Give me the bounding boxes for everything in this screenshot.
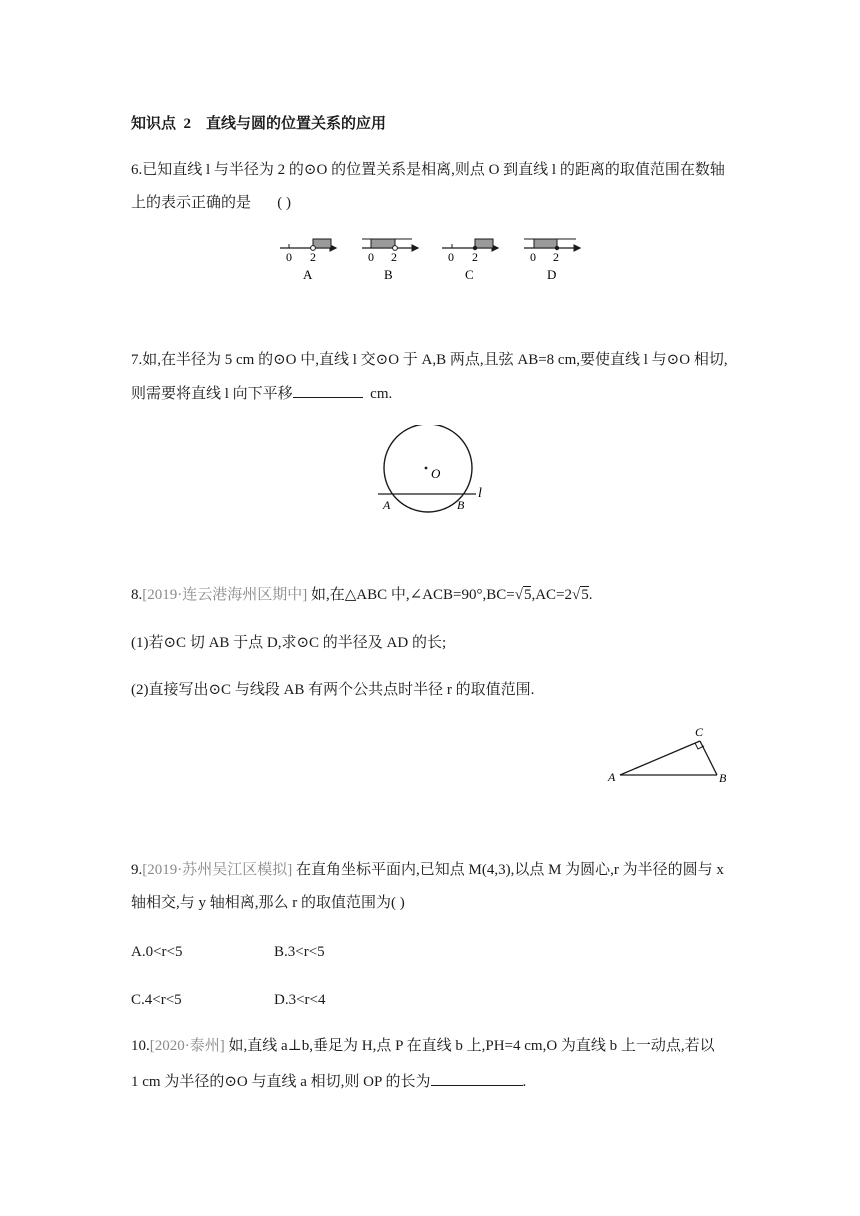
- q6-line1: 6.已知直线 l 与半径为 2 的⊙O 的位置关系是相离,则点 O 到直线 l 的距离的取值范围在数轴: [131, 162, 725, 178]
- q8-bc-radicand: 5: [523, 587, 532, 603]
- q8-vertex-c-label: C: [695, 725, 704, 739]
- q10-answer-blank[interactable]: [431, 1071, 523, 1086]
- q8-source: [2019·连云港海州区期中]: [142, 587, 308, 603]
- q8-text-mid: ,AC=2: [531, 587, 572, 603]
- q9-line2: 轴相交,与 y 轴相离,那么 r 的取值范围为( ): [131, 895, 405, 911]
- q7-answer-blank[interactable]: [293, 383, 363, 398]
- q7-line2-text: 则需要将直线 l 向下平移: [131, 386, 293, 402]
- q6-number-line-options: [270, 228, 600, 286]
- q9-option-a[interactable]: A.0<r<5: [131, 944, 183, 960]
- q6-d-tick0: 0: [530, 250, 536, 264]
- q6-option-d-figure: [524, 239, 580, 282]
- q6-option-b-label: B: [384, 267, 393, 282]
- q9-option-b[interactable]: B.3<r<5: [274, 944, 325, 960]
- q8-ac-radicand: 5: [581, 587, 589, 603]
- q10-number: 10.: [131, 1038, 150, 1054]
- q9-line1: [131, 860, 724, 880]
- q7-point-a-label: A: [383, 498, 391, 512]
- q7-point-b-label: B: [457, 498, 465, 512]
- q7-circle-figure: [370, 425, 500, 520]
- q6-option-c-label: C: [465, 267, 474, 282]
- q9-option-c[interactable]: C.4<r<5: [131, 992, 182, 1008]
- q6-line2: [131, 193, 291, 213]
- heading-title: 直线与圆的位置关系的应用: [206, 116, 387, 132]
- q7-unit: cm.: [370, 386, 393, 402]
- q10-source: [2020·泰州]: [149, 1038, 225, 1054]
- q8-part2: (2)直接写出⊙C 与线段 AB 有两个公共点时半径 r 的取值范围.: [131, 682, 535, 698]
- q6-c-tick2: 2: [472, 250, 478, 264]
- q6-c-tick0: 0: [448, 250, 454, 264]
- q6-option-a-figure: [280, 239, 336, 282]
- q6-option-a-label: A: [303, 267, 313, 282]
- q7-center-label: O: [431, 466, 441, 481]
- section-heading: [131, 114, 386, 134]
- q6-option-c-figure: [442, 239, 498, 282]
- q6-line2-text: 上的表示正确的是: [131, 195, 252, 211]
- q8-part1: (1)若⊙C 切 AB 于点 D,求⊙C 的半径及 AD 的长;: [131, 635, 447, 651]
- q9-text: 在直角坐标平面内,已知点 M(4,3),以点 M 为圆心,r 为半径的圆与 x: [292, 862, 724, 878]
- q8-triangle-figure: [605, 720, 735, 790]
- q6-b-tick2: 2: [391, 250, 397, 264]
- q8-vertex-a-label: A: [608, 770, 616, 784]
- q10-line2: [131, 1071, 526, 1092]
- heading-number: 2: [183, 116, 192, 132]
- q9-number: 9.: [131, 862, 143, 878]
- q10-period: .: [522, 1074, 527, 1090]
- q6-option-d-label: D: [547, 267, 557, 282]
- q6-b-tick0: 0: [368, 250, 374, 264]
- q8-line1: [131, 585, 592, 605]
- q6-option-b-figure: [362, 239, 418, 282]
- q8-ac-sqrt: √5: [572, 587, 589, 603]
- heading-label: 知识点: [131, 116, 177, 132]
- q8-vertex-b-label: B: [719, 771, 727, 785]
- q8-number: 8.: [131, 587, 143, 603]
- q6-answer-paren: ( ): [277, 195, 292, 211]
- q6-d-tick2: 2: [553, 250, 559, 264]
- q10-line2-text: 1 cm 为半径的⊙O 与直线 a 相切,则 OP 的长为: [131, 1074, 431, 1090]
- q9-source: [2019·苏州吴江区模拟]: [142, 862, 293, 878]
- q7-line-label: l: [478, 486, 482, 501]
- q8-bc-sqrt: √5: [514, 587, 532, 603]
- q7-line1: 7.如,在半径为 5 cm 的⊙O 中,直线 l 交⊙O 于 A,B 两点,且弦 AB=8 cm,要使直线 l 与⊙O 相切,: [131, 352, 728, 368]
- q8-text-end: .: [588, 587, 593, 603]
- q6-a-tick2: 2: [310, 250, 316, 264]
- q6-a-tick0: 0: [286, 250, 292, 264]
- q7-line2: [131, 383, 392, 404]
- q10-text: 如,直线 a⊥b,垂足为 H,点 P 在直线 b 上,PH=4 cm,O 为直线 b 上一动点,若以: [224, 1038, 715, 1054]
- q10-line1: [131, 1036, 715, 1056]
- q8-text: 如,在△ABC 中,∠ACB=90°,BC=: [307, 587, 515, 603]
- q9-option-d[interactable]: D.3<r<4: [274, 992, 326, 1008]
